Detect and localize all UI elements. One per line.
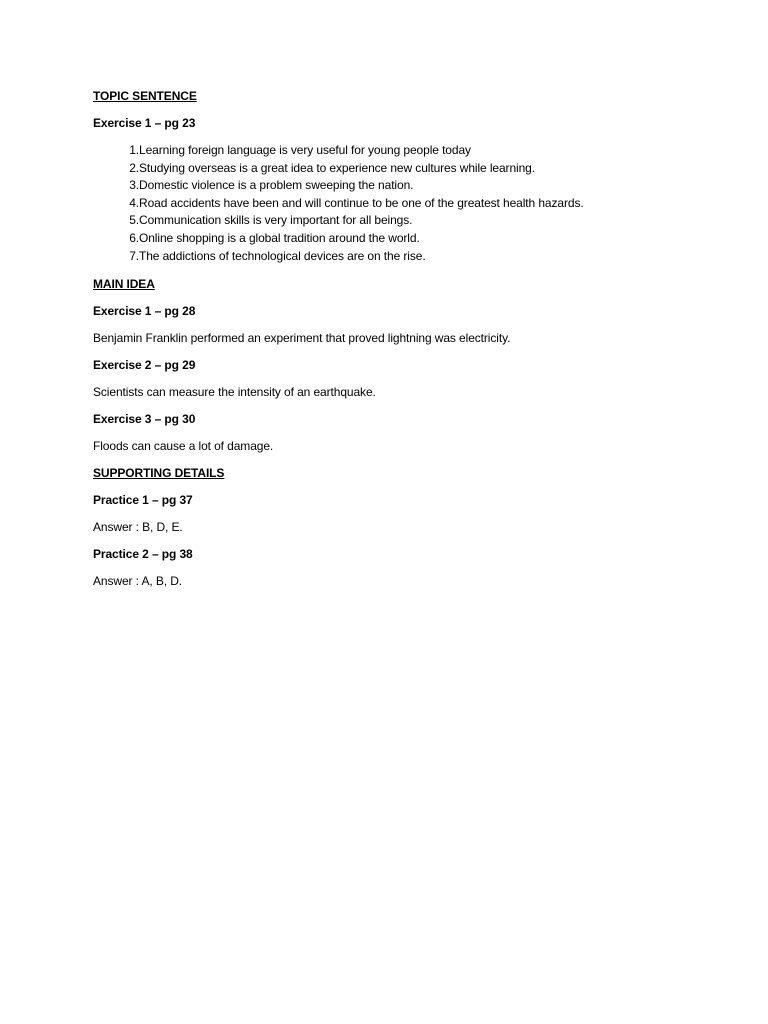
list-item <box>93 142 733 160</box>
list-item-number: 6. <box>129 230 139 245</box>
list-item-text: Studying overseas is a great idea to experience new cultures while learning. <box>139 160 535 175</box>
main-idea-exercise-1-text: Benjamin Franklin performed an experiment that proved lightning was electricity. <box>93 331 511 346</box>
list-item-text: Online shopping is a global tradition around the world. <box>139 230 420 245</box>
practice-2-answer: Answer : A, B, D. <box>93 574 182 589</box>
document-page <box>93 88 733 600</box>
list-item-number: 5. <box>129 213 139 228</box>
main-idea-exercise-2-label: Exercise 2 – pg 29 <box>93 358 196 373</box>
list-item-number: 7. <box>129 248 139 263</box>
list-item-number: 2. <box>129 160 139 175</box>
list-item <box>93 195 733 213</box>
topic-sentence-heading: TOPIC SENTENCE <box>93 89 197 103</box>
topic-exercise-1-label: Exercise 1 – pg 23 <box>93 116 196 130</box>
topic-sentence-list <box>93 142 733 265</box>
list-item-text: The addictions of technological devices are on the rise. <box>139 248 426 263</box>
main-idea-exercise-2-text: Scientists can measure the intensity of an earthquake. <box>93 385 376 400</box>
practice-1-answer: Answer : B, D, E. <box>93 520 183 535</box>
list-item <box>93 230 733 248</box>
practice-1-label: Practice 1 – pg 37 <box>93 493 193 508</box>
main-idea-exercise-3-text: Floods can cause a lot of damage. <box>93 439 274 454</box>
list-item <box>93 212 733 230</box>
list-item-number: 4. <box>129 195 139 210</box>
main-idea-exercise-3-label: Exercise 3 – pg 30 <box>93 412 196 427</box>
list-item-text: Learning foreign language is very useful for young people today <box>139 143 471 157</box>
list-item <box>93 160 733 178</box>
main-idea-heading: MAIN IDEA <box>93 277 155 292</box>
list-item <box>93 248 733 266</box>
list-item-number: 1. <box>129 143 139 157</box>
main-idea-exercise-1-label: Exercise 1 – pg 28 <box>93 304 196 319</box>
list-item-text: Road accidents have been and will continue to be one of the greatest health hazards. <box>139 195 584 210</box>
supporting-details-heading: SUPPORTING DETAILS <box>93 466 225 481</box>
practice-2-label: Practice 2 – pg 38 <box>93 547 193 562</box>
list-item-text: Communication skills is very important for all beings. <box>139 213 413 228</box>
list-item-text: Domestic violence is a problem sweeping the nation. <box>139 178 414 193</box>
list-item <box>93 177 733 195</box>
list-item-number: 3. <box>129 178 139 193</box>
